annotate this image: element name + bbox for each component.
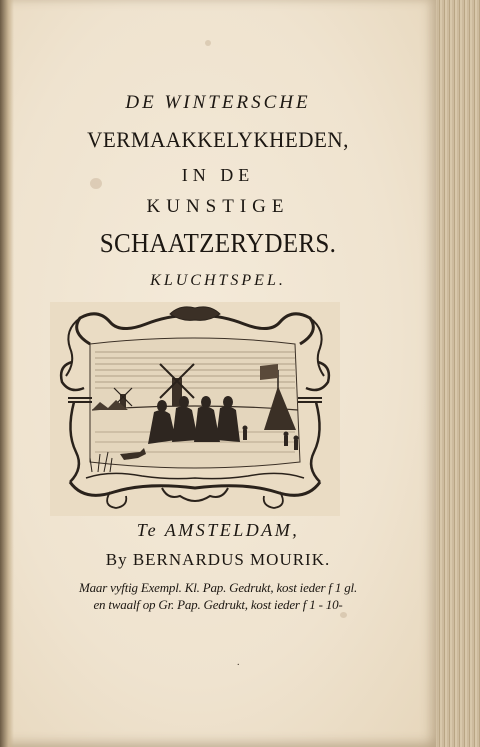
title-line-3: IN DE bbox=[181, 165, 255, 185]
foxing-spot bbox=[205, 40, 211, 46]
imprint-place: Te AMSTELDAM, bbox=[136, 520, 300, 540]
title-line-1: DE WINTERSCHE bbox=[125, 92, 311, 113]
genre-label: KLUCHTSPEL. bbox=[150, 272, 286, 289]
skating-vignette-engraving bbox=[50, 302, 340, 516]
imprint-price-line-1: Maar vyftig Exempl. Kl. Pap. Gedrukt, kost ieder f 1 gl. bbox=[79, 580, 357, 595]
title-line-5: SCHAATZERYDERS. bbox=[99, 228, 337, 258]
title-line-4: KUNSTIGE bbox=[146, 196, 290, 217]
imprint-publisher: By BERNARDUS MOURIK. bbox=[105, 550, 331, 569]
title-line-2: VERMAAKKELYKHEDEN, bbox=[87, 127, 349, 152]
winter-scene bbox=[90, 338, 300, 472]
signature-mark: . bbox=[237, 657, 240, 668]
page-edges bbox=[432, 0, 480, 747]
imprint-price-line-2: en twaalf op Gr. Pap. Gedrukt, kost ieder f 1 - 10- bbox=[93, 597, 343, 612]
